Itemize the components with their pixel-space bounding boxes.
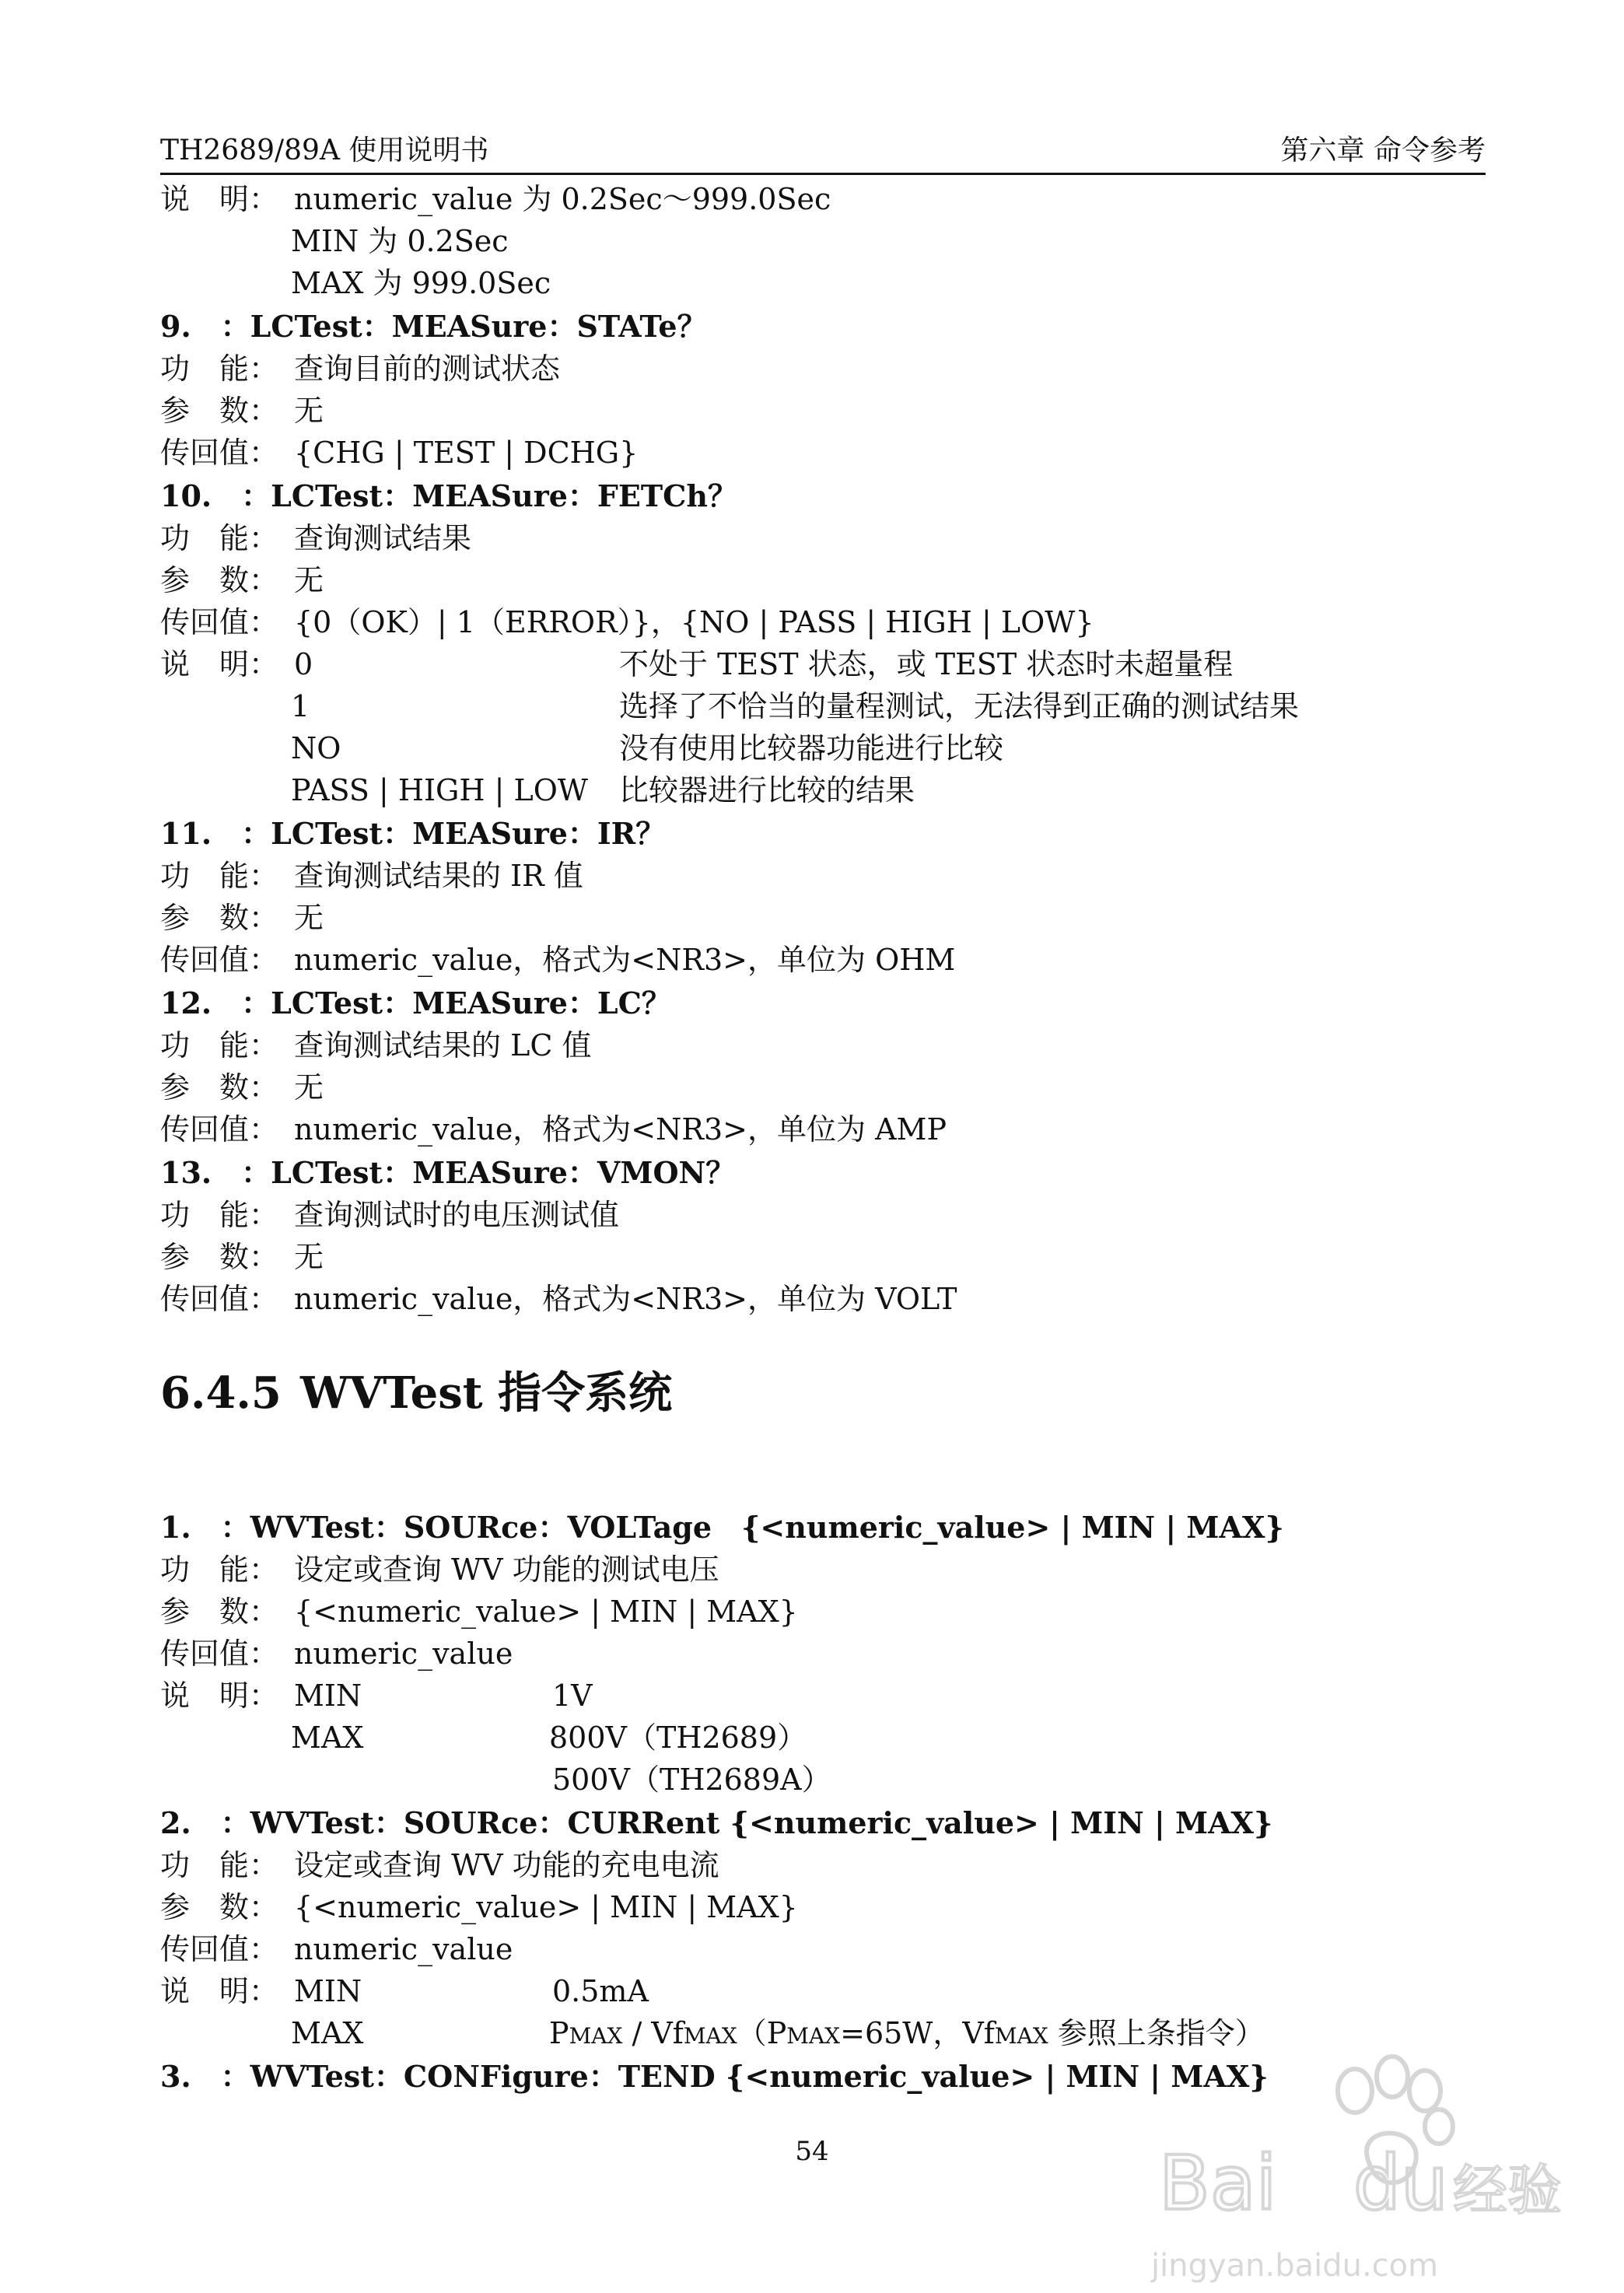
note-text: numeric_value 为 0.2Sec～999.0Sec: [294, 182, 831, 216]
header-left: TH2689/89A 使用说明书: [160, 135, 489, 166]
top-note: [160, 180, 831, 218]
func-label: 功 能：: [160, 1198, 279, 1232]
cmd11-title: 11. ：LCTest：MEASure：IR？: [160, 816, 666, 851]
ret-label: 传回值：: [160, 1282, 279, 1316]
cmd13-title: 13. ：LCTest：MEASure：VMON？: [160, 1155, 736, 1190]
note-key: NO: [291, 731, 341, 765]
func-label: 功 能：: [160, 1028, 279, 1062]
cmd11-ret: [160, 941, 955, 978]
cmd13-func: [160, 1196, 619, 1234]
logo-suffix: du: [1353, 2140, 1448, 2227]
note-key: 1: [291, 689, 310, 723]
func-text: 查询测试结果的 LC 值: [294, 1028, 592, 1062]
note-value: 选择了不恰当的量程测试，无法得到正确的测试结果: [619, 689, 1300, 723]
cmd10-ret: [160, 604, 1094, 641]
ret-label: 传回值：: [160, 1637, 279, 1671]
note-key: 0: [294, 647, 313, 681]
note-key: PASS | HIGH | LOW: [291, 773, 588, 807]
ret-text: numeric_value，格式为<NR3>，单位为 VOLT: [294, 1282, 957, 1316]
note-label: 说 明：: [160, 1974, 279, 2008]
symbol-vf: / Vf: [622, 2016, 684, 2050]
ret-text: numeric_value: [294, 1637, 513, 1671]
func-label: 功 能：: [160, 352, 279, 386]
cmd10-func: [160, 520, 471, 557]
cmd11-func: [160, 857, 583, 894]
note-label: 说 明：: [160, 1679, 279, 1713]
cmd12-title: 12. ：LCTest：MEASure：LC？: [160, 985, 671, 1020]
cmd9-ret: [160, 434, 638, 471]
cmd9-param: [160, 392, 324, 429]
ret-text: numeric_value，格式为<NR3>，单位为 OHM: [294, 943, 956, 977]
param-label: 参 数：: [160, 1595, 279, 1629]
ret-text: {CHG | TEST | DCHG}: [294, 436, 639, 470]
func-text: 查询测试时的电压测试值: [294, 1198, 620, 1232]
cmd12-param: [160, 1069, 324, 1106]
ret-label: 传回值：: [160, 1112, 279, 1146]
param-label: 参 数：: [160, 1240, 279, 1274]
tail-text: 参照上条指令）: [1048, 2016, 1265, 2050]
wv2-ret: [160, 1931, 513, 1968]
page-number: 54: [795, 2136, 829, 2167]
wv2-note-min: [160, 1973, 362, 2010]
ret-label: 传回值：: [160, 1932, 279, 1966]
cmd10-note-0: [160, 646, 313, 683]
wv2-param: [160, 1889, 798, 1926]
note-key: MIN: [294, 1679, 362, 1713]
note-key: MIN: [294, 1974, 362, 2008]
func-label: 功 能：: [160, 859, 279, 893]
watermark-url: jingyan.baidu.com: [1151, 2248, 1439, 2284]
func-text: 查询目前的测试状态: [294, 352, 561, 386]
symbol-vf: =65W，Vf: [840, 2016, 995, 2050]
wv3-title: 3. ：WVTest：CONFigure：TEND {<numeric_value> | MIN | MAX}: [160, 2059, 1269, 2094]
wv2-title: 2. ：WVTest：SOURce：CURRent {<numeric_value> | MIN | MAX}: [160, 1805, 1273, 1840]
param-text: 无: [294, 563, 324, 597]
section-number: 6.4.5: [160, 1367, 282, 1419]
wv1-title: 1. ：WVTest：SOURce：VOLTage {<numeric_value> | MIN | MAX}: [160, 1510, 1284, 1545]
cmd10-title: 10. ：LCTest：MEASure：FETCh？: [160, 478, 737, 513]
wv1-ret: [160, 1635, 513, 1672]
note-key: MAX: [291, 2016, 364, 2050]
note-value: 没有使用比较器功能进行比较: [619, 731, 1004, 765]
subscript: MAX: [994, 2023, 1048, 2049]
param-label: 参 数：: [160, 394, 279, 428]
func-text: 设定或查询 WV 功能的充电电流: [294, 1848, 719, 1882]
ret-label: 传回值：: [160, 436, 279, 470]
param-label: 参 数：: [160, 901, 279, 935]
note-label: 说 明：: [160, 647, 279, 681]
wv1-note-min: [160, 1677, 362, 1714]
cmd13-ret: [160, 1280, 957, 1318]
note-value: 1V: [552, 1679, 593, 1713]
subscript: MAX: [786, 2023, 841, 2049]
cmd13-param: [160, 1238, 324, 1276]
section-heading: [160, 1366, 672, 1420]
subscript: MAX: [569, 2023, 623, 2049]
cmd11-param: [160, 899, 324, 936]
param-text: 无: [294, 901, 324, 935]
note-key: MAX: [291, 1721, 364, 1755]
param-label: 参 数：: [160, 563, 279, 597]
section-title: WVTest 指令系统: [300, 1367, 673, 1419]
func-label: 功 能：: [160, 521, 279, 555]
note-label: 说 明：: [160, 182, 279, 216]
param-text: {<numeric_value> | MIN | MAX}: [294, 1890, 798, 1924]
ret-text: numeric_value: [294, 1932, 513, 1966]
logo-text: Bai: [1159, 2140, 1277, 2227]
wv1-func: [160, 1551, 719, 1588]
cmd12-func: [160, 1027, 591, 1064]
func-label: 功 能：: [160, 1848, 279, 1882]
note-value-max: [549, 2015, 1265, 2055]
func-label: 功 能：: [160, 1553, 279, 1587]
func-text: 查询测试结果的 IR 值: [294, 859, 583, 893]
param-text: {<numeric_value> | MIN | MAX}: [294, 1595, 798, 1629]
wv2-func: [160, 1847, 719, 1884]
baidu-watermark-logo: [1159, 2046, 1563, 2248]
ret-label: 传回值：: [160, 605, 279, 639]
param-text: 无: [294, 1070, 324, 1104]
param-label: 参 数：: [160, 1070, 279, 1104]
cmd10-param: [160, 562, 324, 599]
ret-text: {0（OK）| 1（ERROR）}，{NO | PASS | HIGH | LOW}: [294, 605, 1094, 639]
symbol-p: P: [549, 2016, 569, 2050]
note-value: 比较器进行比较的结果: [619, 773, 915, 807]
note-value: 0.5mA: [552, 1974, 649, 2008]
top-note-max: MAX 为 999.0Sec: [291, 266, 551, 300]
wv1-param: [160, 1593, 798, 1630]
param-text: 无: [294, 1240, 324, 1274]
param-text: 无: [294, 394, 324, 428]
note-value: 500V（TH2689A）: [552, 1763, 831, 1797]
symbol-p: （P: [737, 2016, 787, 2050]
param-label: 参 数：: [160, 1890, 279, 1924]
top-note-min: MIN 为 0.2Sec: [291, 224, 509, 258]
cmd9-func: [160, 350, 560, 387]
header-right: 第六章 命令参考: [1280, 135, 1486, 166]
note-value: 800V（TH2689）: [549, 1721, 807, 1755]
note-value: 不处于 TEST 状态，或 TEST 状态时未超量程: [619, 647, 1234, 681]
func-text: 查询测试结果: [294, 521, 472, 555]
ret-text: numeric_value，格式为<NR3>，单位为 AMP: [294, 1112, 947, 1146]
cmd12-ret: [160, 1111, 947, 1148]
logo-cn: 经验: [1453, 2158, 1562, 2222]
subscript: MAX: [683, 2023, 737, 2049]
ret-label: 传回值：: [160, 943, 279, 977]
func-text: 设定或查询 WV 功能的测试电压: [294, 1553, 719, 1587]
cmd9-title: 9. ：LCTest：MEASure：STATe？: [160, 309, 707, 344]
header-rule: [160, 173, 1486, 175]
